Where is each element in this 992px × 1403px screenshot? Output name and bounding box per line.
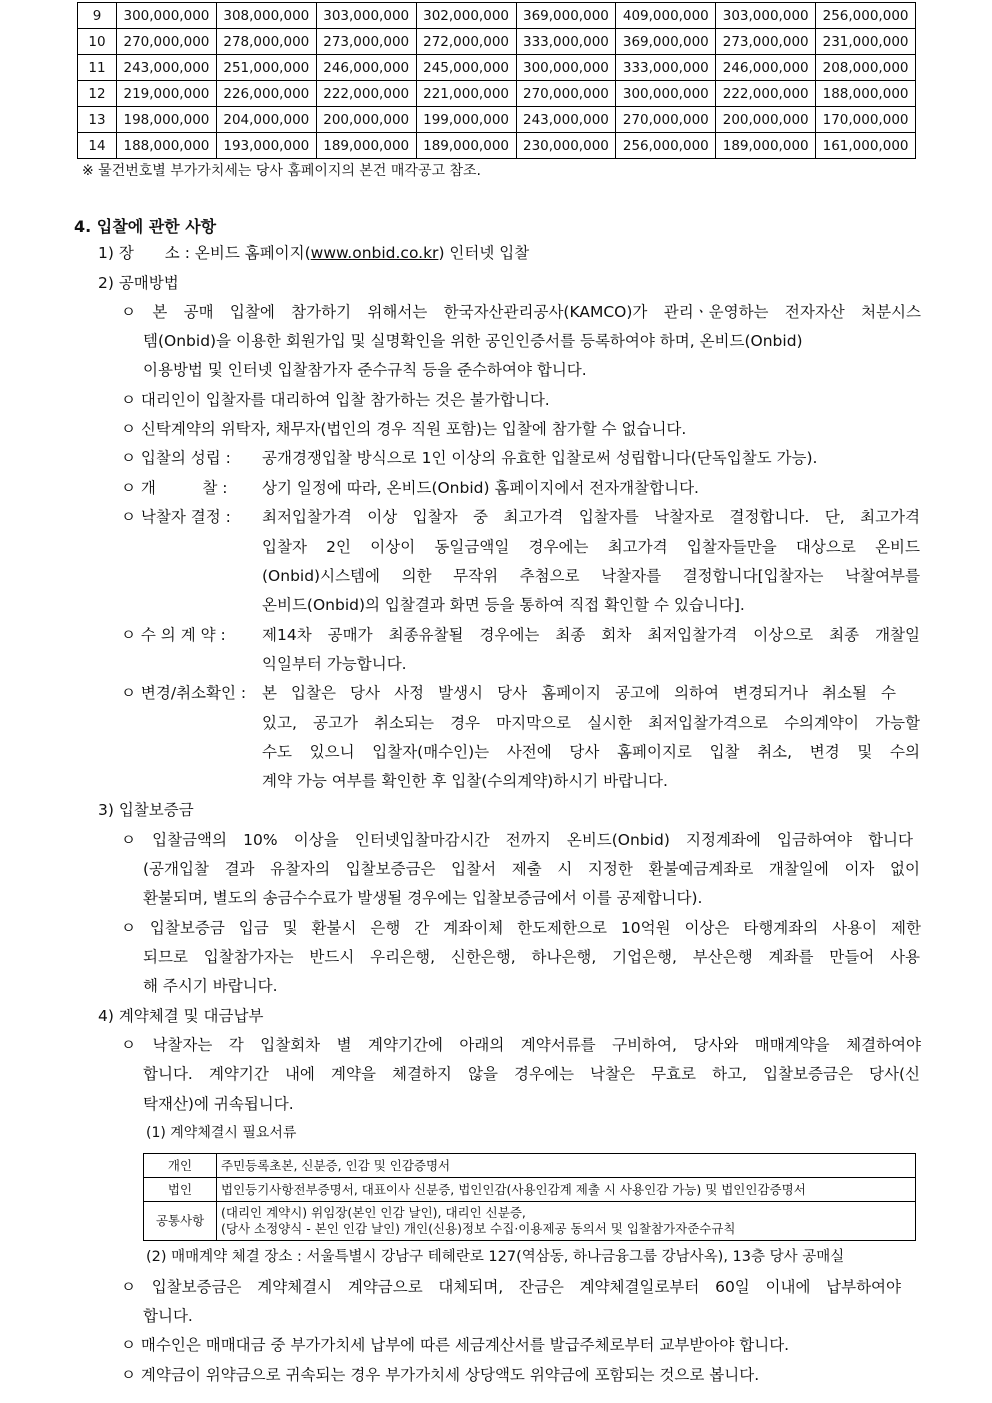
price-cell: 303,000,000: [316, 3, 416, 29]
contract-b2-line-2: 합니다.: [143, 1307, 193, 1325]
required-docs-table: [143, 1153, 916, 1241]
method-b1-line-3: 이용방법 및 인터넷 입찰참가자 준수규칙 등을 준수하여야 합니다.: [143, 361, 587, 379]
docs-row-value: [217, 1154, 916, 1178]
method-bullet-2: ㅇ 대리인이 입찰자를 대리하여 입찰 참가하는 것은 불가합니다.: [121, 391, 550, 409]
price-cell: 230,000,000: [516, 133, 616, 159]
price-cell: 303,000,000: [716, 3, 816, 29]
method-b1-line-1: ㅇ 본 공매 입찰에 참가하기 위해서는 한국자산관리공사(KAMCO)가 관리ㆍ운영하는 전자자산 처분시스: [121, 303, 921, 321]
price-cell: 170,000,000: [816, 107, 916, 133]
price-cell: 208,000,000: [816, 55, 916, 81]
docs-row: [144, 1154, 916, 1178]
price-cell: 189,000,000: [416, 133, 516, 159]
price-cell: 231,000,000: [816, 29, 916, 55]
contract-b1-line-3: 탁재산)에 귀속됩니다.: [143, 1095, 294, 1113]
method-b6-line-1-wrap: [262, 506, 920, 528]
price-cell: 273,000,000: [716, 29, 816, 55]
docs-row: [144, 1178, 916, 1202]
contract-b1-line-1-wrap: [121, 1034, 921, 1056]
method-heading: 2) 공매방법: [98, 274, 179, 292]
item-number: 10: [78, 29, 117, 55]
method-b7-line-1: 제14차 공매가 최종유찰될 경우에는 최종 회차 최저입찰가격 이상으로 최종 개찰일: [262, 626, 920, 644]
price-cell: 198,000,000: [117, 107, 217, 133]
method-b7-line-2: 익일부터 가능합니다.: [262, 655, 407, 673]
method-bullet-3: ㅇ 신탁계약의 위탁자, 채무자(법인의 경우 직원 포함)는 입찰에 참가할 수 없습니다.: [121, 420, 687, 438]
price-cell: 188,000,000: [117, 133, 217, 159]
contract-bullet-3: ㅇ 매수인은 매매대금 중 부가가치세 납부에 따른 세금계산서를 발급주체로부터 교부받아야 합니다.: [121, 1336, 790, 1354]
method-bullet-8-label: ㅇ 변경/취소확인 :: [121, 684, 247, 702]
item-number: 11: [78, 55, 117, 81]
method-bullet-4-text: 공개경쟁입찰 방식으로 1인 이상의 유효한 입찰로써 성립합니다(단독입찰도 가능).: [262, 449, 818, 467]
price-row: [78, 81, 916, 107]
deposit-b1-line-2: (공개입찰 결과 유찰자의 입찰보증금은 입찰서 제출 시 지정한 환불예금계좌로 개찰일에 이자 없이: [143, 860, 920, 878]
method-b8-line-3: 수도 있으니 입찰자(매수인)는 사전에 당사 홈페이지로 입찰 취소, 변경 및 수의: [262, 743, 920, 761]
price-cell: 200,000,000: [716, 107, 816, 133]
deposit-b2-line-2-wrap: [143, 946, 920, 968]
price-cell: 409,000,000: [616, 3, 716, 29]
price-row: [78, 29, 916, 55]
docs-row: [144, 1202, 916, 1241]
price-cell: 243,000,000: [117, 55, 217, 81]
price-cell: 221,000,000: [416, 81, 516, 107]
price-cell: 302,000,000: [416, 3, 516, 29]
deposit-b2-line-3: 해 주시기 바랍니다.: [143, 977, 278, 995]
contract-b1-line-1: ㅇ 낙찰자는 각 입찰회차 별 계약기간에 아래의 계약서류를 구비하여, 당사와 매매계약을 체결하여야: [121, 1036, 921, 1054]
price-cell: 188,000,000: [816, 81, 916, 107]
method-b8-line-2: 있고, 공고가 취소되는 경우 마지막으로 실시한 최저입찰가격으로 수의계약이 가능할: [262, 714, 920, 732]
price-cell: 270,000,000: [516, 81, 616, 107]
vat-note: ※ 물건번호별 부가가치세는 당사 홈페이지의 본건 매각공고 참조.: [82, 163, 481, 179]
price-cell: 222,000,000: [716, 81, 816, 107]
contract-b2-line-1: ㅇ 입찰보증금은 계약체결시 계약금으로 대체되며, 잔금은 계약체결일로부터 60일 이내에 납부하여야: [121, 1278, 901, 1296]
item-number: 9: [78, 3, 117, 29]
method-b7-line-1-wrap: [262, 624, 920, 646]
price-cell: 273,000,000: [316, 29, 416, 55]
price-cell: 245,000,000: [416, 55, 516, 81]
price-table: [77, 2, 916, 159]
method-b6-line-2-wrap: [262, 536, 920, 558]
deposit-b2-line-1: ㅇ 입찰보증금 입금 및 환불시 은행 간 계좌이체 한도제한으로 10억원 이상은 타행계좌의 사용이 제한: [121, 919, 921, 937]
price-cell: 226,000,000: [216, 81, 316, 107]
price-cell: 200,000,000: [316, 107, 416, 133]
onbid-link[interactable]: www.onbid.co.kr: [310, 244, 439, 262]
method-bullet-6-label: ㅇ 낙찰자 결정 :: [121, 508, 231, 526]
method-bullet-5-text: 상기 일정에 따라, 온비드(Onbid) 홈페이지에서 전자개찰합니다.: [262, 479, 699, 497]
contract-b1-line-2-wrap: [143, 1063, 920, 1085]
item-number: 14: [78, 133, 117, 159]
deposit-b1-line-1-wrap: [121, 829, 913, 851]
place-text-before: 온비드 홈페이지(: [194, 244, 311, 262]
price-cell: 270,000,000: [117, 29, 217, 55]
deposit-b1-line-1: ㅇ 입찰금액의 10% 이상을 인터넷입찰마감시간 전까지 온비드(Onbid) 지정계좌에 입금하여야 합니다: [121, 831, 913, 849]
method-b6-line-1: 최저입찰가격 이상 입찰자 중 최고가격 입찰자를 낙찰자로 결정합니다. 단, 최고가격: [262, 508, 920, 526]
method-b6-line-4: 온비드(Onbid)의 입찰결과 화면 등을 통하여 직접 확인할 수 있습니다].: [262, 596, 745, 614]
docs-title: (1) 계약체결시 필요서류: [146, 1125, 297, 1141]
price-cell: 300,000,000: [616, 81, 716, 107]
method-bullet-7-label: ㅇ 수 의 계 약 :: [121, 626, 226, 644]
method-b8-line-1: 본 입찰은 당사 사정 발생시 당사 홈페이지 공고에 의하여 변경되거나 취소될 수: [262, 684, 896, 702]
deposit-b2-line-2: 되므로 입찰참가자는 반드시 우리은행, 신한은행, 하나은행, 기업은행, 부산은행 계좌를 만들어 사용: [143, 948, 920, 966]
method-bullet-5-label: ㅇ 개 찰 :: [121, 479, 228, 497]
docs-value-line: 주민등록초본, 신분증, 인감 및 인감증명서: [221, 1157, 451, 1173]
place-line: [98, 242, 529, 264]
item-number: 12: [78, 81, 117, 107]
price-cell: 246,000,000: [716, 55, 816, 81]
docs-row-value: [217, 1202, 916, 1241]
price-cell: 219,000,000: [117, 81, 217, 107]
price-cell: 161,000,000: [816, 133, 916, 159]
docs-row-value: [217, 1178, 916, 1202]
docs-row-key: 공통사항: [144, 1202, 217, 1241]
price-cell: 189,000,000: [316, 133, 416, 159]
deposit-b2-line-1-wrap: [121, 917, 921, 939]
price-cell: 193,000,000: [216, 133, 316, 159]
method-b1-line-2: 템(Onbid)을 이용한 회원가입 및 실명확인을 위한 공인인증서를 등록하여야 하며, 온비드(Onbid): [143, 332, 803, 350]
docs-value-line: (당사 소정양식 - 본인 인감 날인) 개인(신용)정보 수집·이용제공 동의서 및 입찰참가자준수규칙: [221, 1221, 736, 1236]
method-bullet-4-label: ㅇ 입찰의 성립 :: [121, 449, 231, 467]
contract-b2-line-1-wrap: [121, 1276, 901, 1298]
price-cell: 272,000,000: [416, 29, 516, 55]
contract-b1-line-2: 합니다. 계약기간 내에 계약을 체결하지 않을 경우에는 낙찰은 무효로 하고, 입찰보증금은 당사(신: [143, 1065, 920, 1083]
contract-place-line: (2) 매매계약 체결 장소 : 서울특별시 강남구 테헤란로 127(역삼동, 하나금융그룹 강남사옥), 13층 당사 공매실: [146, 1249, 845, 1265]
place-text-after: ) 인터넷 입찰: [438, 244, 530, 262]
price-cell: 256,000,000: [816, 3, 916, 29]
price-cell: 246,000,000: [316, 55, 416, 81]
price-row: [78, 55, 916, 81]
docs-row-key: 법인: [144, 1178, 217, 1202]
price-cell: 369,000,000: [516, 3, 616, 29]
method-b8-line-1-wrap: [262, 682, 896, 704]
price-cell: 256,000,000: [616, 133, 716, 159]
docs-value-line: (대리인 계약시) 위임장(본인 인감 날인), 대리인 신분증,: [221, 1205, 526, 1220]
price-cell: 199,000,000: [416, 107, 516, 133]
price-cell: 308,000,000: [216, 3, 316, 29]
method-b6-line-3: (Onbid)시스템에 의한 무작위 추첨으로 낙찰자를 결정합니다[입찰자는 낙찰여부를: [262, 567, 920, 585]
price-row: [78, 133, 916, 159]
method-b8-line-4: 계약 가능 여부를 확인한 후 입찰(수의계약)하시기 바랍니다.: [262, 772, 668, 790]
method-b8-line-3-wrap: [262, 741, 920, 763]
price-cell: 243,000,000: [516, 107, 616, 133]
docs-value-line: 법인등기사항전부증명서, 대표이사 신분증, 법인인감(사용인감계 제출 시 사용인감 가능) 및 법인인감증명서: [221, 1181, 806, 1197]
section-title: 4. 입찰에 관한 사항: [74, 217, 217, 236]
price-row: [78, 3, 916, 29]
price-cell: 204,000,000: [216, 107, 316, 133]
docs-row-key: 개인: [144, 1154, 217, 1178]
place-label: 1) 장 소 :: [98, 244, 190, 262]
item-number: 13: [78, 107, 117, 133]
price-cell: 251,000,000: [216, 55, 316, 81]
method-bullet-1: [121, 301, 921, 323]
method-b6-line-2: 입찰자 2인 이상이 동일금액일 경우에는 최고가격 입찰자들만을 대상으로 온비드: [262, 538, 920, 556]
method-b6-line-3-wrap: [262, 565, 920, 587]
price-cell: 333,000,000: [516, 29, 616, 55]
price-cell: 278,000,000: [216, 29, 316, 55]
price-row: [78, 107, 916, 133]
deposit-heading: 3) 입찰보증금: [98, 801, 194, 819]
contract-heading: 4) 계약체결 및 대금납부: [98, 1007, 264, 1025]
method-b8-line-2-wrap: [262, 712, 920, 734]
deposit-b1-line-3: 환불되며, 별도의 송금수수료가 발생될 경우에는 입찰보증금에서 이를 공제합니다).: [143, 889, 703, 907]
price-cell: 333,000,000: [616, 55, 716, 81]
price-cell: 300,000,000: [516, 55, 616, 81]
price-cell: 300,000,000: [117, 3, 217, 29]
price-cell: 369,000,000: [616, 29, 716, 55]
price-cell: 222,000,000: [316, 81, 416, 107]
deposit-b1-line-2-wrap: [143, 858, 920, 880]
price-cell: 189,000,000: [716, 133, 816, 159]
price-cell: 270,000,000: [616, 107, 716, 133]
contract-bullet-4: ㅇ 계약금이 위약금으로 귀속되는 경우 부가가치세 상당액도 위약금에 포함되는 것으로 봅니다.: [121, 1366, 760, 1384]
